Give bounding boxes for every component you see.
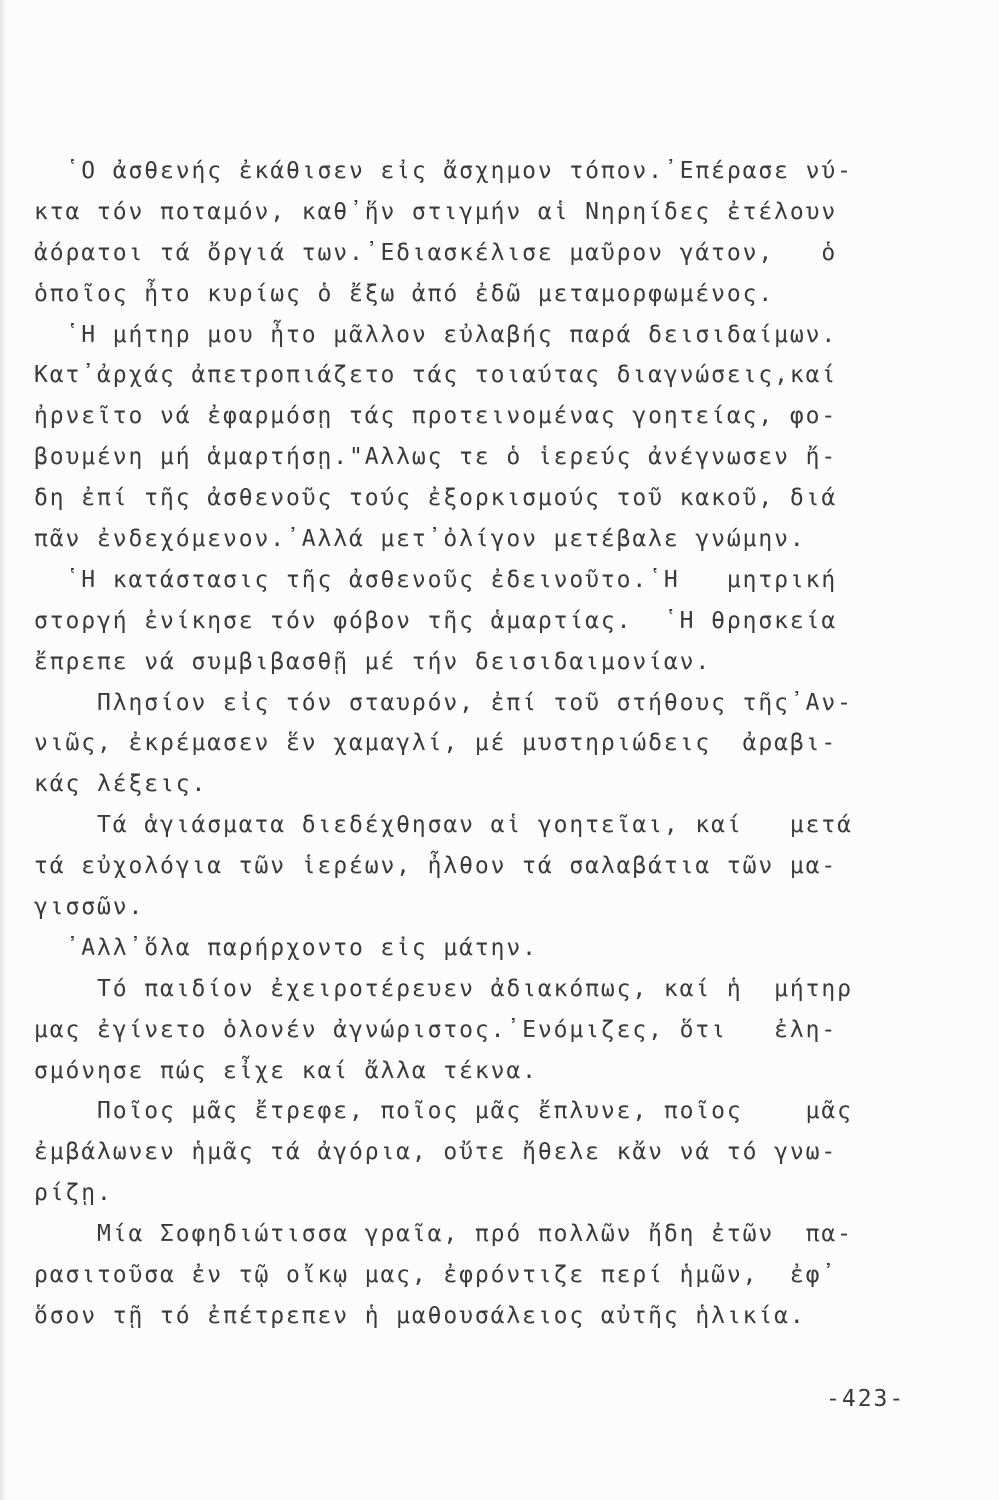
text-line: γισσῶν. bbox=[34, 894, 145, 921]
text-line: πᾶν ἐνδεχόμενον.᾿Αλλά μετ᾿ὀλίγον μετέβαλε γνώμην. bbox=[34, 526, 806, 553]
page-number: -423- bbox=[826, 1386, 906, 1412]
text-line: κτα τόν ποταμόν, καθ᾿ἥν στιγμήν αἱ Νηρηίδες ἐτέλουν bbox=[34, 198, 838, 225]
text-line: στοργή ἐνίκησε τόν φόβον τῆς ἁμαρτίας. ῾Η θρησκεία bbox=[34, 607, 838, 634]
text-line: Τά ἁγιάσματα διεδέχθησαν αἱ γοητεῖαι, καί μετά bbox=[34, 812, 853, 839]
text-line: τά εὐχολόγια τῶν ἱερέων, ἦλθον τά σαλαβάτια τῶν μα- bbox=[34, 853, 838, 880]
text-line: Ποῖος μᾶς ἔτρεφε, ποῖος μᾶς ἔπλυνε, ποῖος μᾶς bbox=[34, 1098, 853, 1125]
text-line: ᾿Αλλ᾿ὅλα παρήρχοντο εἰς μάτην. bbox=[34, 934, 538, 961]
text-line: μας ἐγίνετο ὁλονέν ἀγνώριστος.᾿Ενόμιζες, ὅτι ἐλη- bbox=[34, 1016, 838, 1043]
text-line: ἐμβάλωνεν ἡμᾶς τά ἀγόρια, οὔτε ἤθελε κἄν νά τό γνω- bbox=[34, 1139, 838, 1166]
text-line: βουμένη μή ἁμαρτήσῃ."Αλλως τε ὁ ἱερεύς ἀνέγνωσεν ἤ- bbox=[34, 444, 838, 471]
text-line: ῾Ο ἀσθενής ἐκάθισεν εἰς ἄσχημον τόπον.᾿Επέρασε νύ- bbox=[34, 158, 853, 184]
text-line: ὅσον τῇ τό ἐπέτρεπεν ἡ μαθουσάλειος αὐτῆς ἡλικία. bbox=[34, 1302, 806, 1329]
text-line: ῾Η κατάστασις τῆς ἀσθενοῦς ἐδεινοῦτο.῾Η μητρική bbox=[34, 566, 838, 593]
text-line: δη ἐπί τῆς ἀσθενοῦς τούς ἐξορκισμούς τοῦ κακοῦ, διά bbox=[34, 485, 838, 512]
page-edge-shadow bbox=[0, 0, 6, 1500]
text-line: κάς λέξεις. bbox=[34, 771, 208, 798]
text-line: ἠρνεῖτο νά ἐφαρμόσῃ τάς προτεινομένας γοητείας, φο- bbox=[34, 403, 838, 430]
text-line: ἔπρεπε νά συμβιβασθῇ μέ τήν δεισιδαιμονίαν. bbox=[34, 648, 712, 675]
text-line: σμόνησε πώς εἶχε καί ἄλλα τέκνα. bbox=[34, 1057, 538, 1084]
text-line: Τό παιδίον ἐχειροτέρευεν ἀδιακόπως, καί ἡ μήτηρ bbox=[34, 975, 853, 1002]
text-line: Κατ᾿ἀρχάς ἀπετροπιάζετο τάς τοιαύτας διαγνώσεις,καί bbox=[34, 362, 838, 389]
text-line: Πλησίον εἰς τόν σταυρόν, ἐπί τοῦ στήθους τῆς᾿Αν- bbox=[34, 689, 853, 716]
body-text bbox=[34, 151, 914, 1337]
text-line: ῾Η μήτηρ μου ἦτο μᾶλλον εὐλαβής παρά δεισιδαίμων. bbox=[34, 321, 838, 348]
text-line: ἀόρατοι τά ὄργιά των.᾿Εδιασκέλισε μαῦρον γάτον, ὁ bbox=[34, 239, 838, 266]
text-line: νιῶς, ἐκρέμασεν ἕν χαμαγλί, μέ μυστηριώδεις ἀραβι- bbox=[34, 730, 838, 757]
text-line: Μία Σοφηδιώτισσα γραῖα, πρό πολλῶν ἤδη ἐτῶν πα- bbox=[34, 1221, 853, 1248]
text-line: ρίζῃ. bbox=[34, 1180, 113, 1207]
text-line: ὁποῖος ἦτο κυρίως ὁ ἔξω ἀπό ἐδῶ μεταμορφωμένος. bbox=[34, 280, 775, 307]
text-line: ρασιτοῦσα ἐν τῷ οἴκῳ μας, ἐφρόντιζε περί ἡμῶν, ἐφ᾿ bbox=[34, 1262, 838, 1289]
